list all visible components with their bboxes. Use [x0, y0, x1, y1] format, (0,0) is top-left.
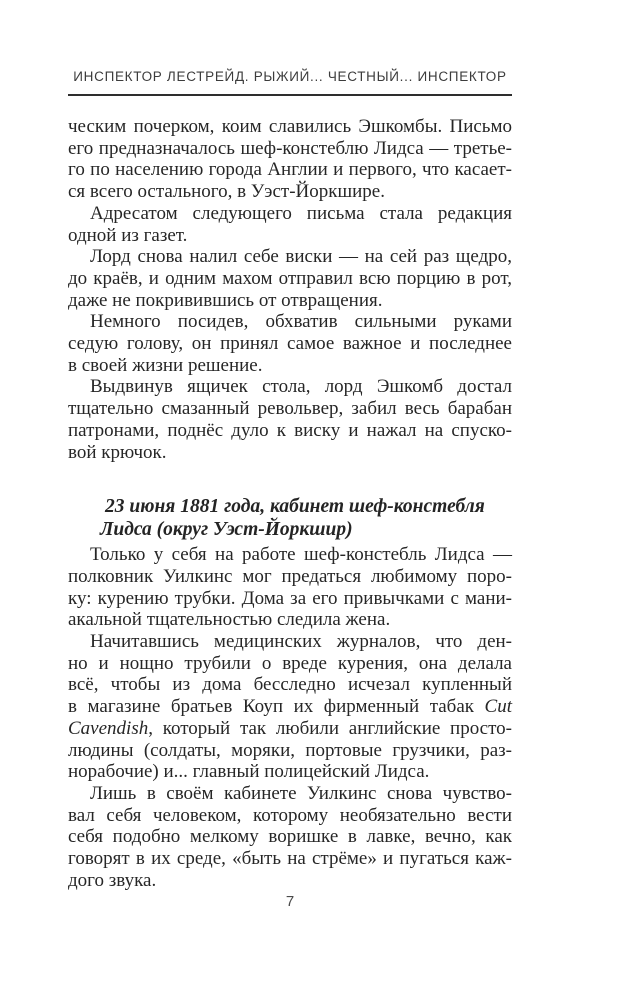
text-line: вой крючок. [68, 441, 167, 463]
text-line: Только у себя на работе шеф-констебль Лидса — [90, 544, 512, 566]
text-line: до краёв, и одним махом отправил всю порцию в рот, [68, 267, 512, 289]
text-line: Адресатом следующего письма стала редакция [90, 202, 512, 224]
text-line: Лорд снова налил себе виски — на сей раз щедро, [90, 246, 512, 268]
text-line: говорят в их среде, «быть на стрёме» и пугаться каж- [68, 848, 512, 870]
paragraph [68, 311, 512, 376]
running-header: ИНСПЕКТОР ЛЕСТРЕЙД. РЫЖИЙ... ЧЕСТНЫЙ... ИНСПЕКТОР [73, 69, 507, 84]
text-line: норабочие) и... главный полицейский Лидса. [68, 761, 430, 783]
text-line: Лишь в своём кабинете Уилкинс снова чувство- [90, 782, 512, 804]
text-line: в своей жизни решение. [68, 354, 263, 376]
text-line: тщательно смазанный револьвер, забил весь барабан [68, 398, 512, 420]
text-line: в магазине братьев Коуп их фирменный табак Cut [68, 696, 512, 718]
paragraph [68, 246, 512, 311]
text-line: себя подобно мелкому воришке в лавке, вечно, как [68, 826, 512, 848]
paragraph [68, 544, 512, 631]
text-line: седую голову, он принял самое важное и последнее [68, 333, 512, 355]
paragraph [68, 376, 512, 463]
text-line: Немного посидев, обхватив сильными руками [90, 311, 512, 333]
text-line: акальной тщательностью следила жена. [68, 609, 391, 631]
text-line: патронами, поднёс дуло к виску и нажал на спуско- [68, 419, 512, 441]
text-line: ческим почерком, коим славились Эшкомбы. Письмо [68, 116, 512, 137]
text-line: Cavendish, который так любили английские просто- [68, 717, 512, 739]
paragraph [68, 116, 512, 203]
text-line: ку: курению трубки. Дома за его привычками с мани- [68, 587, 512, 609]
text-line: одной из газет. [68, 224, 188, 246]
text-line: людины (солдаты, моряки, портовые грузчики, раз- [68, 739, 512, 761]
paragraph [68, 203, 512, 246]
text-line: дого звука. [68, 869, 157, 891]
text-line: полковник Уилкинс мог предаться любимому поро- [68, 565, 512, 587]
text-line: но и нощно трубили о вреде курения, она делала [68, 652, 512, 674]
text-line: 23 июня 1881 года, кабинет шеф-констебля [105, 496, 485, 518]
header-rule [68, 94, 512, 96]
text-line: го по населению города Англии и первого, что касает- [68, 159, 512, 181]
text-column [68, 116, 512, 892]
paragraph [68, 783, 512, 892]
text-line: даже не покривившись от отвращения. [68, 289, 383, 311]
text-line: Лидса (округ Уэст-Йоркшир) [100, 518, 353, 540]
text-line: его предназначалось шеф-констеблю Лидса — третье- [68, 137, 512, 159]
paragraph [68, 631, 512, 783]
text-line: Начитавшись медицинских журналов, что ден- [90, 631, 512, 653]
text-line: Выдвинув ящичек стола, лорд Эшкомб достал [90, 376, 512, 398]
text-line: всё, чтобы из дома бесследно исчезал купленный [68, 674, 512, 696]
text-line: вал себя человеком, которому необязательно вести [68, 804, 512, 826]
section-heading [100, 496, 512, 541]
page-number: 7 [285, 893, 295, 910]
text-line: ся всего остального, в Уэст-Йоркшире. [68, 181, 385, 203]
